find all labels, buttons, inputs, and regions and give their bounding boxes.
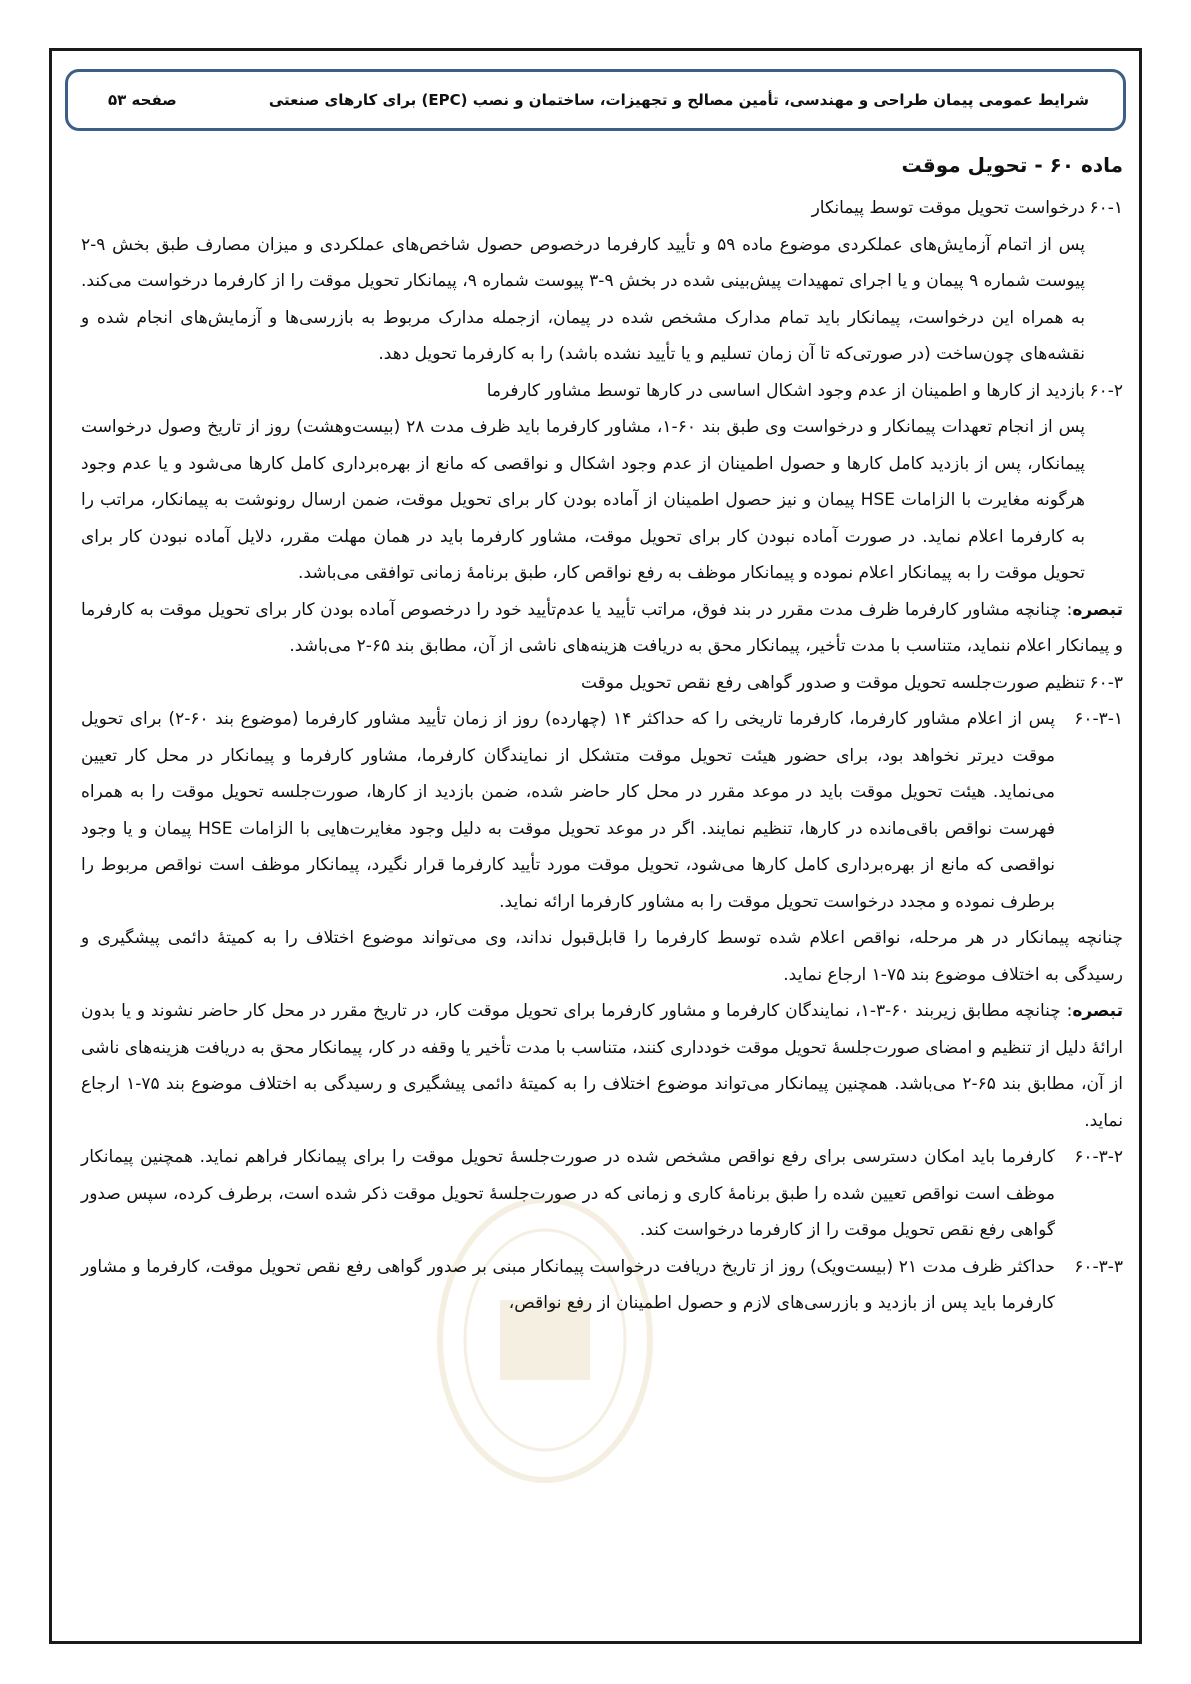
clause-number: ۶۰-۳-۳ xyxy=(1074,1256,1123,1277)
clause-body: پس از اعلام مشاور کارفرما، کارفرما تاریخی را که حداکثر ۱۴ (چهارده) روز از زمان تأیید مشاور کارفرما (موضوع بند ۶۰-۲) برای تحویل موقت دیرتر نخواهد بود، برای حضور هیئت تحویل موقت متشکل از نمایندگان کارفرما، مشاور کارفرما و پیمانکار در محل کار تعیین می‌نماید. هیئت تحویل موقت باید در موعد مقرر در محل کار حاضر شده، ضمن بازدید از کارها، صورت‌جلسه تحویل موقت را به همراه فهرست نواقص باقی‌مانده در کارها، تنظیم نمایند. اگر در موعد تحویل موقت به دلیل وجود مغایرت‌هایی با الزامات HSE پیمان و یا وجود نواقصی که مانع از بهره‌برداری کامل کارها می‌شود، تحویل موقت مورد تأیید کارفرما قرار نگیرد، پیمانکار موظف است نواقص مربوط را برطرف نموده و مجدد درخواست تحویل موقت را به مشاور کارفرما ارائه نماید. xyxy=(81,709,1055,912)
clause-60-2-body: پس از انجام تعهدات پیمانکار و درخواست وی طبق بند ۶۰-۱، مشاور کارفرما باید ظرف مدت ۲۸ (بیست‌وهشت) روز از تاریخ وصول درخواست پیمانکار، پس از بازدید کامل کارها و حصول اطمینان از عدم وجود اشکال و نواقصی که مانع از بهره‌برداری کامل کارها می‌شود و یا عدم وجود هرگونه مغایرت با الزامات HSE پیمان و نیز حصول اطمینان از آماده بودن کار برای تحویل موقت، ضمن ارسال رونوشت به پیمانکار، مراتب را به کارفرما اعلام نماید. در صورت آماده نبودن کار برای تحویل موقت، مشاور کارفرما باید در همان مهلت مقرر، دلایل آماده نبودن کار برای تحویل موقت را به پیمانکار اعلام نموده و پیمانکار موظف به رفع نواقص کار، طبق برنامهٔ زمانی توافقی می‌باشد. xyxy=(81,417,1086,583)
clause-60-3-3 xyxy=(81,1249,1123,1322)
clause-60-1-heading xyxy=(81,190,1123,227)
clause-body: حداکثر ظرف مدت ۲۱ (بیست‌ویک) روز از تاریخ دریافت درخواست پیمانکار مبنی بر صدور گواهی رفع نقص تحویل موقت، کارفرما و مشاور کارفرما باید پس از بازدید و بازرسی‌های لازم و حصول اطمینان از رفع نواقص، xyxy=(81,1256,1055,1313)
clause-60-1-body: پس از اتمام آزمایش‌های عملکردی موضوع ماده ۵۹ و تأیید کارفرما درخصوص حصول شاخص‌های عملکردی و میزان مصارف طبق بخش ۹-۲ پیوست شماره ۹ پیمان و یا اجرای تمهیدات پیش‌بینی شده در بخش ۹-۳ پیوست شماره ۹، پیمانکار تحویل موقت را از کارفرما درخواست می‌کند. به همراه این درخواست، پیمانکار باید تمام مدارک مشخص شده در پیمان، ازجمله مدارک مربوط به بازرسی‌ها و آزمایش‌های انجام شده و نقشه‌های چون‌ساخت (در صورتی‌که تا آن زمان تسلیم و یا تأیید نشده باشد) را به کارفرما تحویل دهد. xyxy=(81,234,1086,364)
document-body xyxy=(81,148,1123,1322)
clause-number: ۶۰-۳ xyxy=(1089,672,1123,693)
clause-60-2-note xyxy=(81,592,1123,665)
clause-number: ۶۰-۱ xyxy=(1089,198,1123,218)
clause-60-3-1-note xyxy=(81,993,1123,1139)
article-title: ماده ۶۰ - تحویل موقت xyxy=(901,153,1123,177)
clause-title: تنظیم صورت‌جلسه تحویل موقت و صدور گواهی رفع نقص تحویل موقت xyxy=(581,672,1085,693)
page-header xyxy=(65,69,1126,131)
note-label: تبصره xyxy=(1072,599,1123,620)
note-text: : چنانچه مشاور کارفرما ظرف مدت مقرر در بند فوق، مراتب تأیید یا عدم‌تأیید خود را درخصوص آماده بودن کار برای تحویل موقت به کارفرما و پیمانکار اعلام ننماید، متناسب با مدت تأخیر، پیمانکار محق به دریافت هزینه‌های ناشی از آن، مطابق بند ۶۵-۲ می‌باشد. xyxy=(81,599,1123,656)
clause-title: بازدید از کارها و اطمینان از عدم وجود اشکال اساسی در کارها توسط مشاور کارفرما xyxy=(486,380,1085,401)
clause-60-3-1-body2: چنانچه پیمانکار در هر مرحله، نواقص اعلام شده توسط کارفرما را قابل‌قبول نداند، وی می‌تواند موضوع اختلاف را به کمیتهٔ دائمی پیشگیری و رسیدگی به اختلاف موضوع بند ۷۵-۱ ارجاع نماید. xyxy=(81,928,1123,985)
clause-60-3-1 xyxy=(81,701,1123,920)
clause-number: ۶۰-۳-۲ xyxy=(1074,1147,1123,1167)
clause-60-2-heading xyxy=(81,373,1123,410)
clause-body: کارفرما باید امکان دسترسی برای رفع نواقص مشخص شده در صورت‌جلسهٔ تحویل موقت را برای پیمانکار فراهم نماید. همچنین پیمانکار موظف است نواقص تعیین شده را طبق برنامهٔ کاری و زمانی که در صورت‌جلسهٔ تحویل موقت ذکر شده است، برطرف کرده، سپس صدور گواهی رفع نقص تحویل موقت را از کارفرما درخواست کند. xyxy=(81,1147,1055,1240)
page-number: صفحه ۵۳ xyxy=(108,91,177,109)
note-label: تبصره xyxy=(1072,1001,1123,1021)
clause-60-3-2 xyxy=(81,1139,1123,1249)
document-title: شرایط عمومی پیمان طراحی و مهندسی، تأمین مصالح و تجهیزات، ساختمان و نصب (EPC) برای کارهای صنعتی xyxy=(268,91,1089,109)
clause-number: ۶۰-۲ xyxy=(1089,380,1123,401)
clause-title: درخواست تحویل موقت توسط پیمانکار xyxy=(811,198,1085,218)
clause-60-3-heading xyxy=(81,665,1123,702)
clause-number: ۶۰-۳-۱ xyxy=(1074,709,1123,729)
note-text: : چنانچه مطابق زیربند ۶۰-۳-۱، نمایندگان کارفرما و مشاور کارفرما برای تحویل موقت کار، در تاریخ مقرر در محل کار حاضر نشوند و یا بدون ارائهٔ دلیل از تنظیم و امضای صورت‌جلسهٔ تحویل موقت خودداری کنند، متناسب با مدت تأخیر یا وقفه در کار، پیمانکار محق به دریافت هزینه‌های ناشی از آن، مطابق بند ۶۵-۲ می‌باشد. همچنین پیمانکار می‌تواند موضوع اختلاف را به کمیتهٔ دائمی پیشگیری و رسیدگی به اختلاف موضوع بند ۷۵-۱ ارجاع نماید. xyxy=(81,1001,1123,1131)
